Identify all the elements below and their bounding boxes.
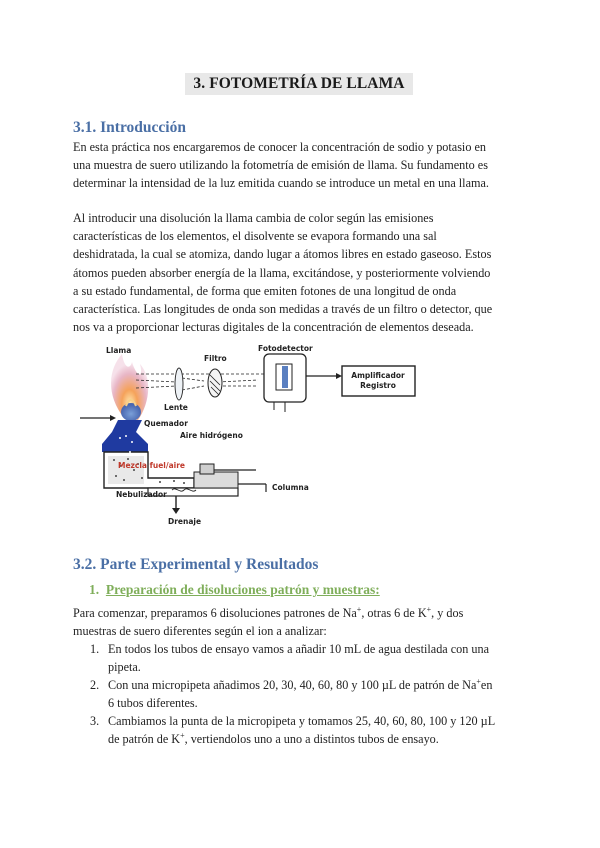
section-heading-introduction: 3.1. Introducción xyxy=(73,119,186,136)
experimental-intro xyxy=(73,604,528,640)
text-line: Al introducir una disolución la llama cambia de color según las emisiones xyxy=(73,211,434,225)
label-amplificador: Amplificador xyxy=(351,371,405,380)
subheading-preparation xyxy=(89,582,380,598)
label-registro: Registro xyxy=(360,381,396,390)
label-llama: Llama xyxy=(106,346,132,355)
label-filtro: Filtro xyxy=(204,354,227,363)
label-mezcla-fuel: Mezcla fuel/aire xyxy=(118,461,186,470)
signal-arrow-icon xyxy=(306,373,342,379)
burner-arrow-icon xyxy=(80,415,116,421)
drain-icon xyxy=(172,496,180,514)
text-line: átomos pueden absorber energía de la llama, excitándose, y posteriormente volviendo xyxy=(73,265,491,280)
label-nebulizador: Nebulizador xyxy=(116,490,167,499)
label-drenaje: Drenaje xyxy=(168,517,202,526)
photodetector-icon xyxy=(264,354,306,412)
label-columna: Columna xyxy=(272,483,309,492)
label-quemador: Quemador xyxy=(144,419,188,428)
text-line: característica. Las longitudes de onda son medidas a través de un filtro o detector, que xyxy=(73,302,493,317)
subheading-text: Preparación de disoluciones patrón y muestras: xyxy=(105,582,380,597)
filter-icon xyxy=(208,369,222,397)
label-aire-hidrogeno: Aire hidrógeno xyxy=(180,431,243,440)
flame-photometer-diagram xyxy=(76,340,422,526)
list-item: 1. En todos los tubos de ensayo vamos a añadir 10 mL de agua destilada con una pipeta. xyxy=(90,642,489,674)
text-line: determinar la intensidad de la luz emitida cuando se introduce un metal en una llama. xyxy=(73,176,489,191)
text-line: una muestra de suero utilizando la fotometría de emisión de llama. Su fundamento es xyxy=(73,158,488,173)
text-line: muestras de suero diferentes según el ion a analizar: xyxy=(73,624,327,639)
lens-icon xyxy=(175,368,183,400)
procedure-list xyxy=(90,640,530,748)
list-item: 3. Cambiamos la punta de la micropipeta y tomamos 25, 40, 60, 80, 100 y 120 µL de patrón de K+, vertiendolos uno a uno a distintos tubos de ensayo. xyxy=(90,714,496,746)
text-line: características de los elementos, el disolvente se evapora formando una sal xyxy=(73,229,437,244)
section-heading-experimental: 3.2. Parte Experimental y Resultados xyxy=(73,556,319,573)
subheading-number: 1. xyxy=(89,582,100,597)
label-fotodetector: Fotodetector xyxy=(258,344,313,353)
text-line: deshidratada, la cual se atomiza, dando lugar a átomos libres en estado gaseoso. Estos xyxy=(73,247,492,262)
text-line: En esta práctica nos encargaremos de conocer la concentración de sodio y potasio en xyxy=(73,140,486,154)
list-item: 2. Con una micropipeta añadimos 20, 30, 40, 60, 80 y 100 µL de patrón de Na+en 6 tubos diferentes. xyxy=(90,676,493,710)
intro-paragraph-1 xyxy=(73,138,528,193)
intro-paragraph-2 xyxy=(73,209,528,336)
label-lente: Lente xyxy=(164,403,188,412)
chapter-title: 3. FOTOMETRÍA DE LLAMA xyxy=(185,73,413,95)
text-line: nos va a proporcionar lecturas digitales de la concentración de elementos deseada. xyxy=(73,320,474,335)
text-line: a su estado fundamental, de forma que emiten fotones de una longitud de onda xyxy=(73,283,457,298)
text-line: Para comenzar, preparamos 6 disoluciones patrones de Na+, otras 6 de K+, y dos xyxy=(73,604,464,620)
